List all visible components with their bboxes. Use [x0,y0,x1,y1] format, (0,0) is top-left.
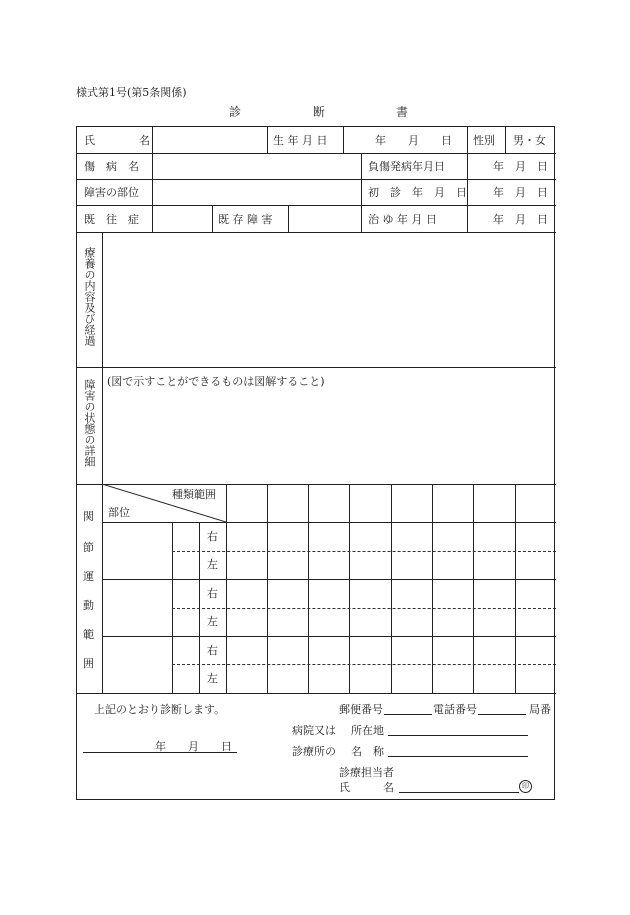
injury-name-field[interactable] [155,155,355,177]
right-left-divider [172,608,556,609]
address-field[interactable] [388,735,528,736]
joint-label-char: 動 [83,599,94,612]
title-char-1: 診 [229,105,242,119]
signature-date: 年 月 日 [155,740,232,753]
doctor-name-label: 氏 名 [339,781,394,794]
col-divider [467,127,468,232]
row-divider [77,367,556,368]
title-char-3: 書 [396,105,409,119]
row-divider [77,179,556,180]
row-divider [77,693,556,694]
joint-label-char: 関 [83,510,94,523]
name-label: 氏 名 [84,134,150,147]
clinic-name-field[interactable] [388,756,528,757]
col-divider [267,484,268,693]
address-label: 所在地 [351,724,384,737]
doctor-name-field[interactable] [399,792,519,793]
col-divider [267,127,268,153]
existing-disability-field[interactable] [291,207,359,230]
col-divider [473,484,474,693]
medical-history-label: 既 往 症 [84,213,139,226]
left-label: 左 [207,672,218,685]
onset-date-field[interactable]: 年 月 日 [493,160,548,173]
diagnosis-statement: 上記のとおり診断します。 [94,703,226,716]
right-label: 右 [207,587,218,600]
cure-date-label: 治 ゆ 年 月 日 [368,213,437,226]
row-divider [102,522,556,523]
postal-code-field[interactable] [384,714,432,715]
left-label: 左 [207,558,218,571]
row-divider [77,205,556,206]
cure-date-field[interactable]: 年 月 日 [493,213,548,226]
doctor-label: 診療担当者 [339,766,394,779]
col-divider [288,205,289,232]
label-column-divider [102,232,103,484]
phone-label: 電話番号 [433,703,477,716]
form-number: 様式第1号(第5条関係) [76,86,187,99]
disability-detail-label: 障害の状態の詳細 [83,379,96,467]
col-divider [308,484,309,693]
col-divider [505,127,506,153]
col-divider [343,127,344,153]
col-divider [361,153,362,232]
type-range-header: 種類範囲 [172,488,216,501]
medical-history-field[interactable] [155,207,210,230]
exchange-label: 局番 [529,703,551,716]
col-divider [515,484,516,693]
name-field[interactable] [155,129,265,151]
row-divider [102,579,556,580]
title-char-2: 断 [313,105,326,119]
onset-date-label: 負傷発病年月日 [368,160,445,173]
col-divider [391,484,392,693]
left-label: 左 [207,615,218,628]
right-label: 右 [207,644,218,657]
right-label: 右 [207,530,218,543]
row-divider [102,636,556,637]
disability-site-field[interactable] [155,181,355,203]
col-divider [432,484,433,693]
right-left-divider [172,664,556,665]
treatment-field[interactable] [105,235,553,365]
col-divider [212,205,213,232]
postal-code-label: 郵便番号 [339,703,383,716]
row-divider [77,153,556,154]
joint-label-char: 囲 [83,657,94,670]
col-divider [226,484,227,693]
joint-label-char: 節 [83,541,94,554]
treatment-label: 療養の内容及び経過 [83,247,96,346]
seal-mark: 印 [519,780,532,793]
injury-name-label: 傷 病 名 [84,160,139,173]
existing-disability-label: 既 存 障 害 [218,213,273,226]
disability-site-label: 障害の部位 [84,186,139,199]
disability-detail-field[interactable] [105,389,553,481]
birth-date-label: 生 年 月 日 [273,134,328,147]
joint-label-char: 運 [83,570,94,583]
row-divider [77,232,556,233]
clinic-label: 診療所の [292,745,336,758]
diagram-note: (図で示すことができるものは図解すること) [107,375,325,388]
joint-label-char: 範 [83,628,94,641]
col-divider [152,127,153,232]
sex-options[interactable]: 男・女 [513,134,546,147]
phone-field[interactable] [478,714,526,715]
site-header: 部位 [108,506,130,519]
sex-label: 性別 [473,134,495,147]
col-divider [349,484,350,693]
birth-date-field[interactable]: 年 月 日 [375,134,452,147]
first-visit-field[interactable]: 年 月 日 [493,186,548,199]
right-left-divider [172,551,556,552]
first-visit-label: 初 診 年 月 日 [368,186,467,199]
hospital-label: 病院又は [292,724,336,737]
clinic-name-label: 名 称 [351,745,384,758]
diagnosis-form [76,126,555,800]
